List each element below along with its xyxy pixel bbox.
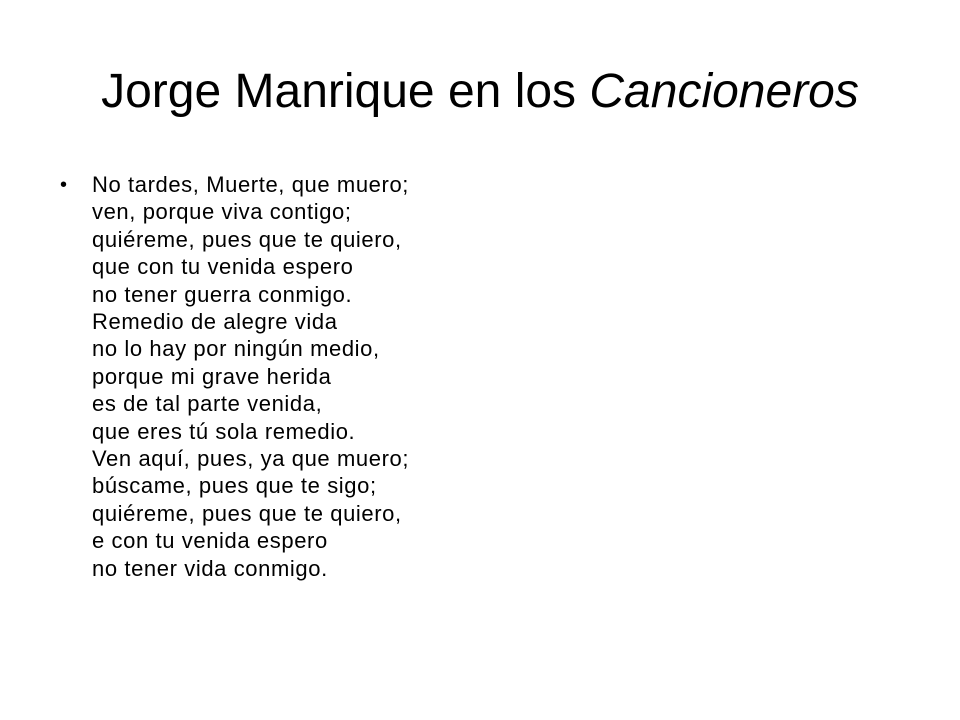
poem-line: quiéreme, pues que te quiero, [92,500,402,526]
title-main-text: Jorge Manrique en los [101,65,590,118]
slide-title [0,56,960,128]
title-emphasis-text: Cancioneros [589,65,859,118]
poem-line: e con tu venida espero [92,528,328,554]
poem-line: que eres tú sola remedio. [92,418,356,444]
poem-line: búscame, pues que te sigo; [92,473,377,499]
poem-line: No tardes, Muerte, que muero; [92,172,409,197]
poem-line: quiéreme, pues que te quiero, [92,226,402,252]
poem-line: ven, porque viva contigo; [92,199,352,225]
poem-line: es de tal parte venida, [92,391,323,417]
poem-line: no lo hay por ningún medio, [92,336,380,362]
poem-line: Ven aquí, pues, ya que muero; [92,446,410,472]
bullet-icon: • [60,174,68,196]
poem-line: que con tu venida espero [92,254,354,280]
poem-line: no tener guerra conmigo. [92,281,353,307]
poem-line: no tener vida conmigo. [92,555,328,581]
poem-line: Remedio de alegre vida [92,309,338,335]
poem-line: porque mi grave herida [92,363,332,389]
poem-verse-list [92,171,409,582]
